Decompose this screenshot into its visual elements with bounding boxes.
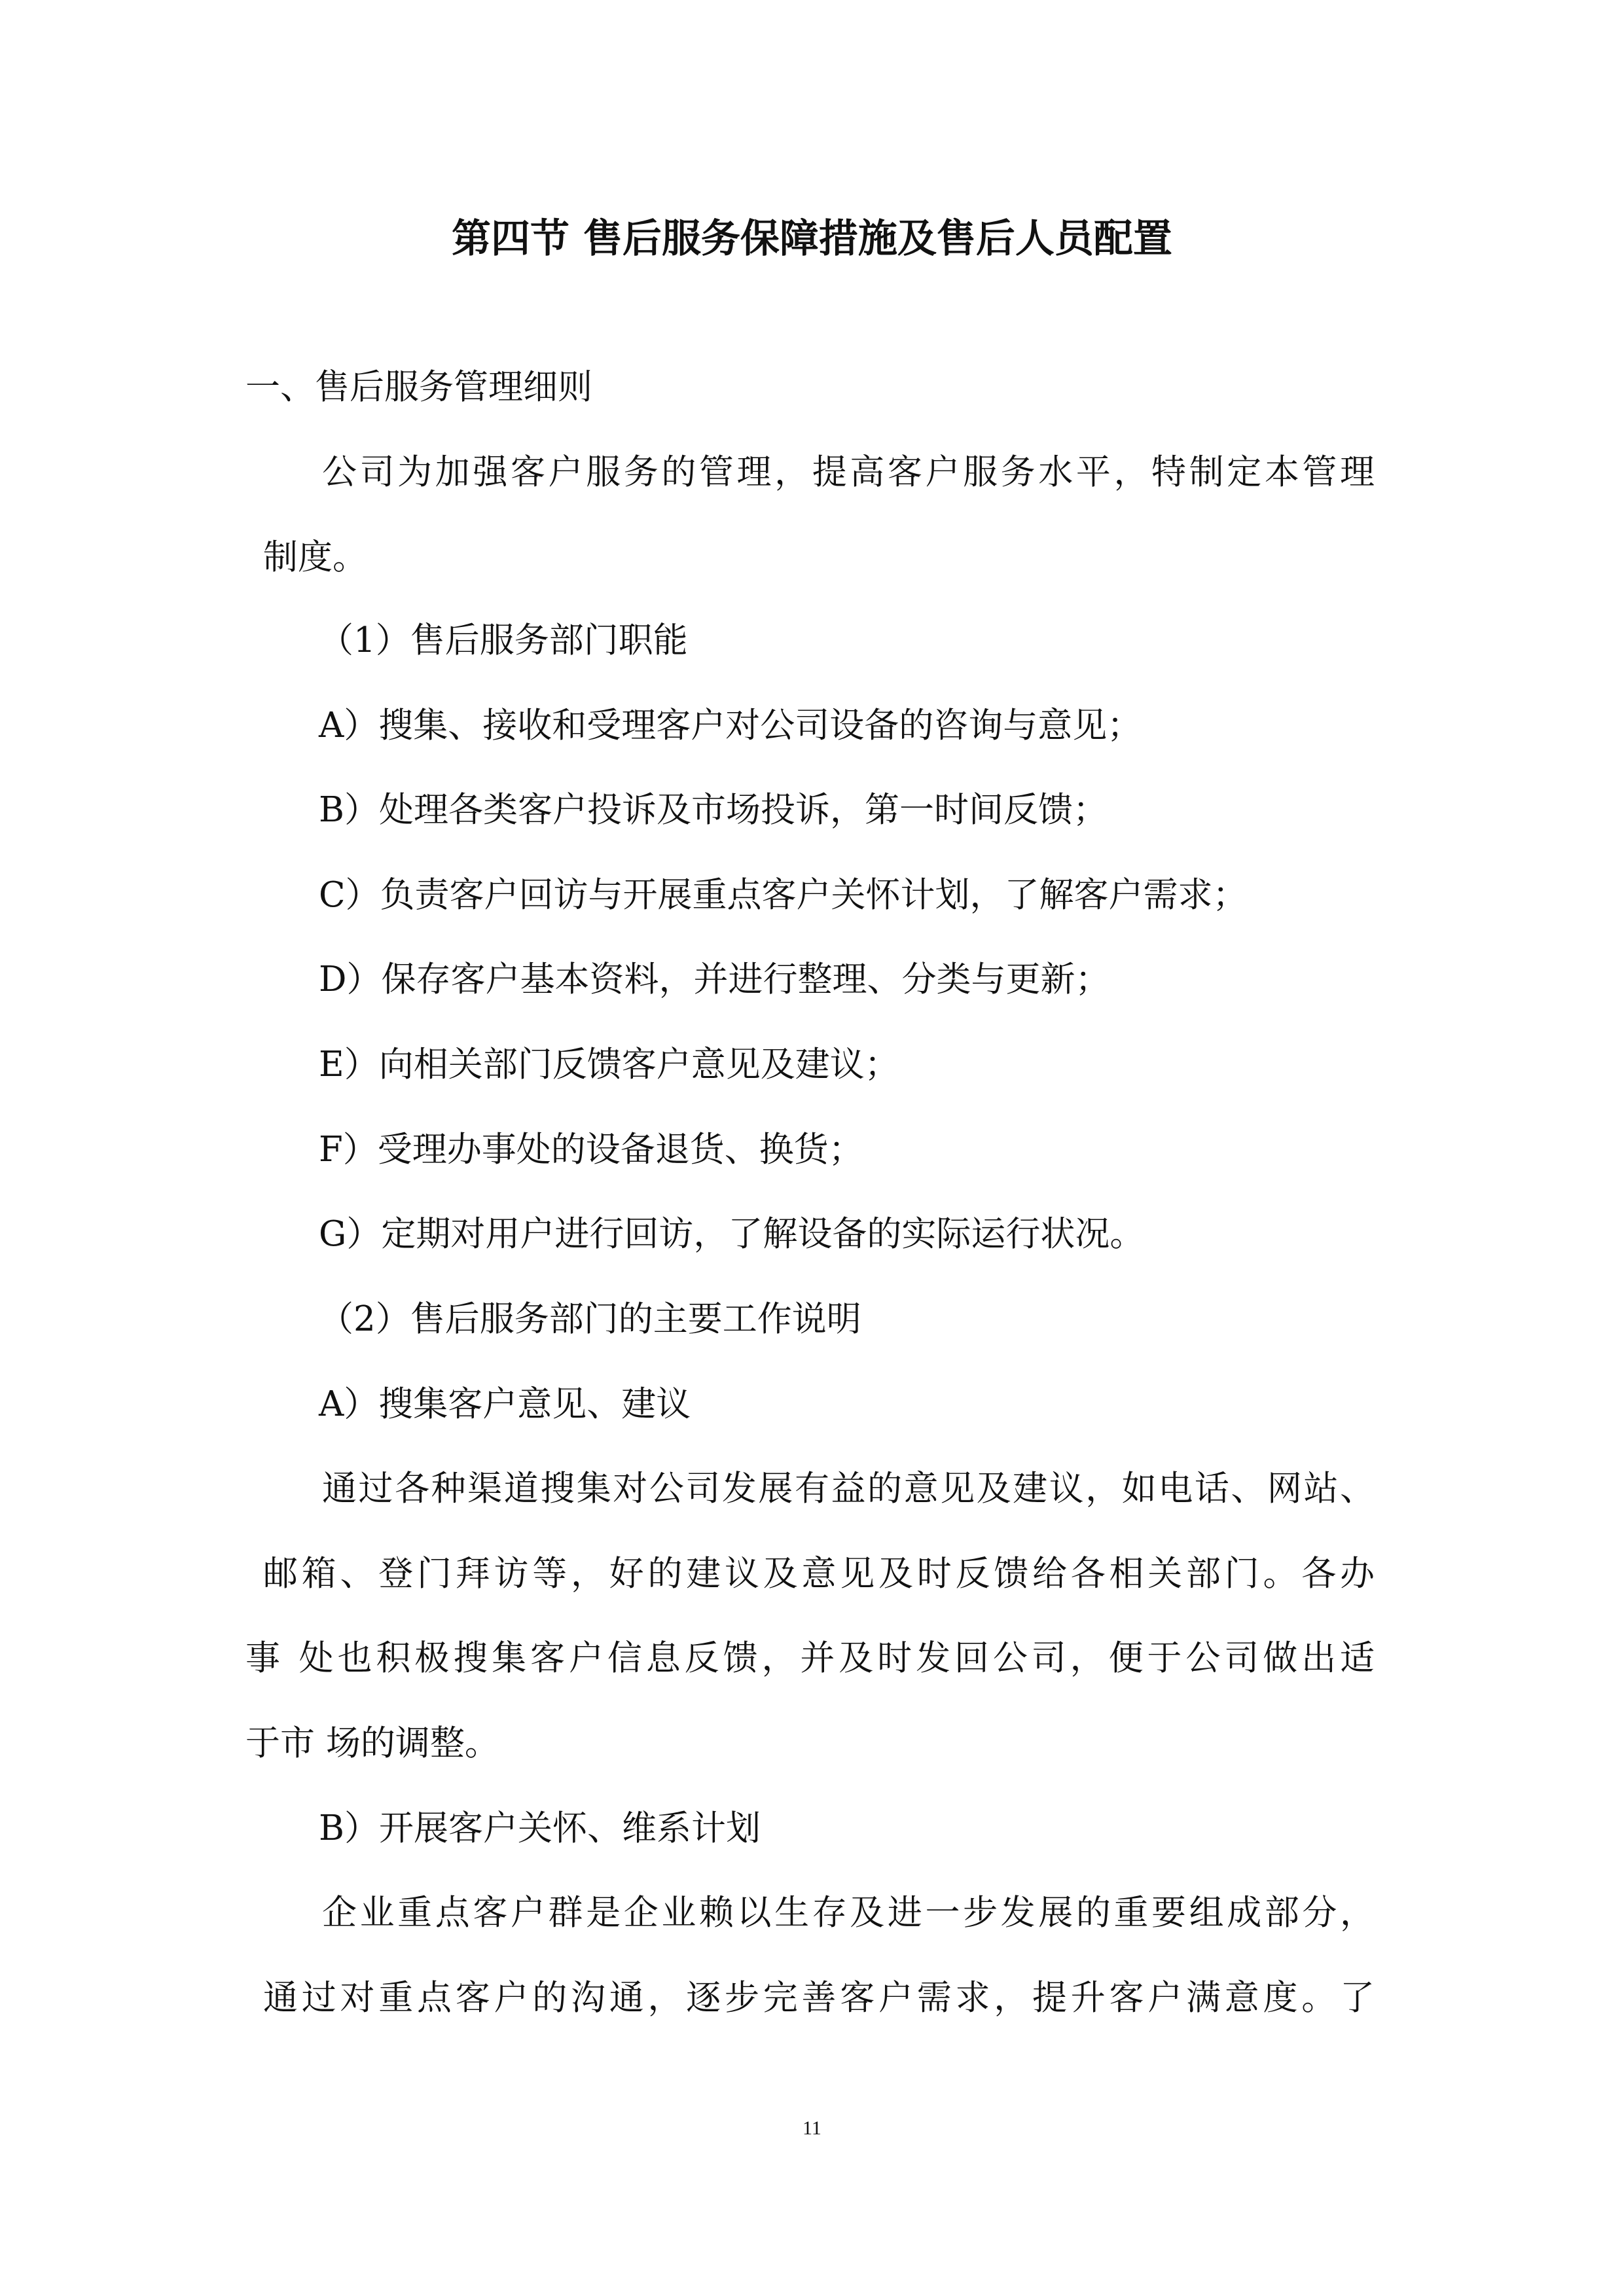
section-title: 第四节 售后服务保障措施及售后人员配置 [452, 216, 1172, 262]
paragraph-line: 事 处也积极搜集客户信息反馈，并及时发回公司，便于公司做出适 [245, 1638, 1375, 1678]
list-item: D）保存客户基本资料，并进行整理、分类与更新； [319, 960, 1110, 999]
list-item: B）开展客户关怀、维系计划 [319, 1808, 761, 1848]
subheading-main-work: （2）售后服务部门的主要工作说明 [319, 1299, 861, 1339]
paragraph-line: 企业重点客户群是企业赖以生存及进一步发展的重要组成部分， [322, 1893, 1375, 1933]
list-item: E）向相关部门反馈客户意见及建议； [319, 1045, 899, 1085]
paragraph-line: 通过各种渠道搜集对公司发展有益的意见及建议，如电话、网站、 [322, 1469, 1375, 1509]
heading-after-sales-rules: 一、售后服务管理细则 [245, 367, 592, 407]
list-item: A）搜集客户意见、建议 [319, 1384, 691, 1424]
paragraph-line: 制度。 [263, 537, 367, 577]
list-item: A）搜集、接收和受理客户对公司设备的咨询与意见； [319, 706, 1142, 745]
page-number: 11 [803, 2117, 821, 2139]
paragraph-line: 邮箱、登门拜访等，好的建议及意见及时反馈给各相关部门。各办 [263, 1554, 1375, 1594]
paragraph-line: 于市 场的调整。 [245, 1723, 499, 1763]
paragraph-line: 通过对重点客户的沟通，逐步完善客户需求，提升客户满意度。了 [263, 1978, 1375, 2018]
list-item: B）处理各类客户投诉及市场投诉，第一时间反馈； [319, 790, 1108, 830]
list-item: C）负责客户回访与开展重点客户关怀计划，了解客户需求； [319, 875, 1248, 915]
subheading-department-functions: （1）售后服务部门职能 [319, 620, 688, 660]
list-item: G）定期对用户进行回访，了解设备的实际运行状况。 [319, 1214, 1145, 1254]
paragraph-line: 公司为加强客户服务的管理，提高客户服务水平，特制定本管理 [322, 452, 1375, 492]
list-item: F）受理办事处的设备退货、换货； [319, 1130, 863, 1170]
